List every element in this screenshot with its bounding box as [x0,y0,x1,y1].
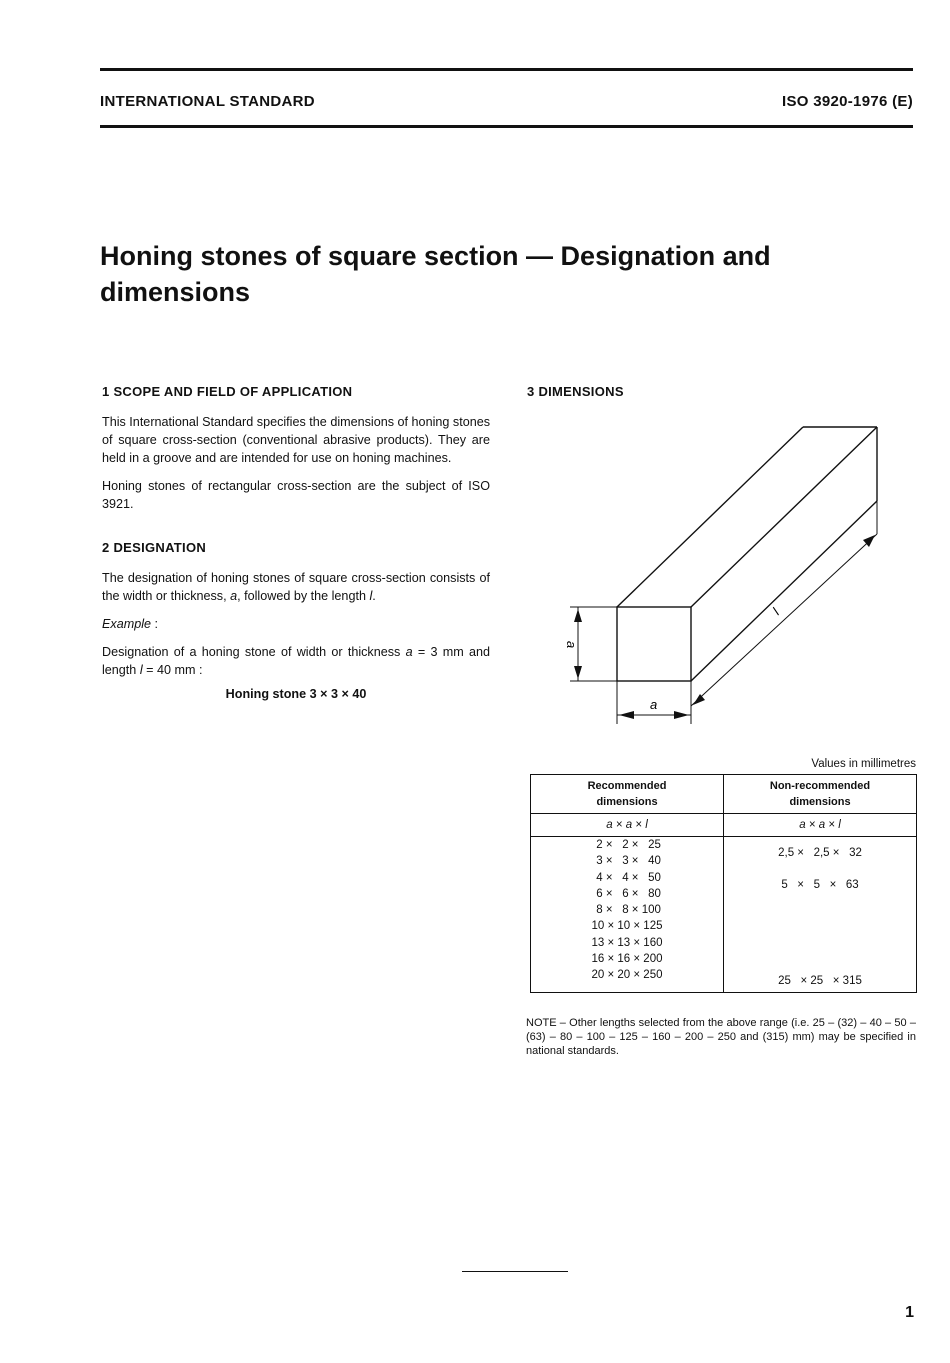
section-1-para-1: This International Standard specifies the dimensions of honing stones of square cross-section (conventional abrasive products). They are held in a groove and are intended for use on honing machines. [102,415,490,465]
header-recommended-line-2: dimensions [596,796,658,808]
example-label: Example [102,617,151,631]
section-2-para-1-a: The designation of honing stones of square cross-section consists of the width or thickness, [102,571,490,603]
header-non-recommended-line-2: dimensions [789,796,851,808]
length-dim-line [691,534,877,706]
left-column [102,383,490,703]
edge-top-left [617,427,803,607]
non-recommended-row: 5 × 5 × 63 [781,879,859,891]
table-note: NOTE – Other lengths selected from the above range (i.e. 25 – (32) – 40 – 50 – (63) – 80 – 100 – 125 – 160 – 200 – 250 and (315) mm) may be specified in national standards. [526,1017,916,1057]
header-left: INTERNATIONAL STANDARD [100,93,315,110]
non-recommended-cell [724,837,917,993]
subheader-recommended: a × a × l [531,814,724,837]
length-label-l: l [769,605,783,618]
section-2-para-1-b: , followed by the length [237,589,370,603]
recommended-row: 6 × 6 × 80 [593,887,661,900]
side-arrow-bottom [574,666,582,679]
right-column-heading-wrap [527,383,915,413]
section-2-para-1-c: . [372,589,376,603]
non-recommended-row: 25 × 25 × 315 [778,975,862,987]
side-arrow-top [574,609,582,622]
recommended-row: 13 × 13 × 160 [591,936,663,949]
dimensions-table [530,774,917,993]
variable-a: a [230,589,238,603]
footer-dash [462,1271,568,1272]
table-header-row [531,775,917,814]
recommended-row: 4 × 4 × 50 [593,871,661,884]
front-face [617,607,691,681]
example-text-a: Designation of a honing stone of width or thickness [102,645,406,659]
section-2-para-1 [102,569,490,605]
values-in-millimetres: Values in millimetres [811,758,916,770]
example-text-c: = 3 mm and length [102,645,491,677]
recommended-row: 10 × 10 × 125 [591,920,663,933]
example-result: Honing stone 3 × 3 × 40 [225,687,367,701]
recommended-row: 20 × 20 × 250 [591,969,663,982]
header-right: ISO 3920-1976 (E) [781,93,913,110]
table-body-row [531,837,917,993]
example-text [102,643,490,679]
length-arrow-low [693,694,705,705]
example-text-e: = 40 mm : [142,663,203,677]
header-non-recommended [724,775,917,814]
header-recommended [531,775,724,814]
header-non-recommended-line-1: Non-recommended [769,780,871,792]
edge-bottom-right [691,501,877,681]
side-label-a: a [564,641,579,649]
section-1-heading: 1 SCOPE AND FIELD OF APPLICATION [102,384,353,399]
recommended-row: 3 × 3 × 40 [593,855,661,868]
section-3-heading: 3 DIMENSIONS [527,384,624,399]
recommended-row: 2 × 2 × 25 [593,839,661,851]
recommended-cell [531,837,724,993]
edge-top-right [691,427,877,607]
section-2-heading: 2 DESIGNATION [102,540,207,555]
example-var-l: l [139,663,143,677]
top-rule [100,68,913,71]
table-subheader-row [531,814,917,837]
subheader-non-recommended: a × a × l [724,814,917,837]
variable-l: l [369,589,373,603]
bottom-arrow-left [619,711,634,719]
document-title: Honing stones of square section — Designation and dimensions [100,241,771,307]
non-recommended-list [724,837,916,992]
page-number: 1 [905,1304,914,1321]
example-var-a: a [405,645,413,659]
honing-stone-figure [560,422,900,732]
bottom-label-a: a [650,697,658,712]
bottom-arrow-right [674,711,689,719]
section-1-para-2: Honing stones of rectangular cross-section are the subject of ISO 3921. [102,479,490,511]
example-label-line [102,615,490,633]
non-recommended-row: 2,5 × 2,5 × 32 [778,847,862,859]
example-colon: : [151,617,158,631]
header-recommended-line-1: Recommended [587,780,667,792]
header-bottom-rule [100,125,913,128]
recommended-row: 8 × 8 × 100 [593,904,661,917]
recommended-row: 16 × 16 × 200 [591,953,663,966]
